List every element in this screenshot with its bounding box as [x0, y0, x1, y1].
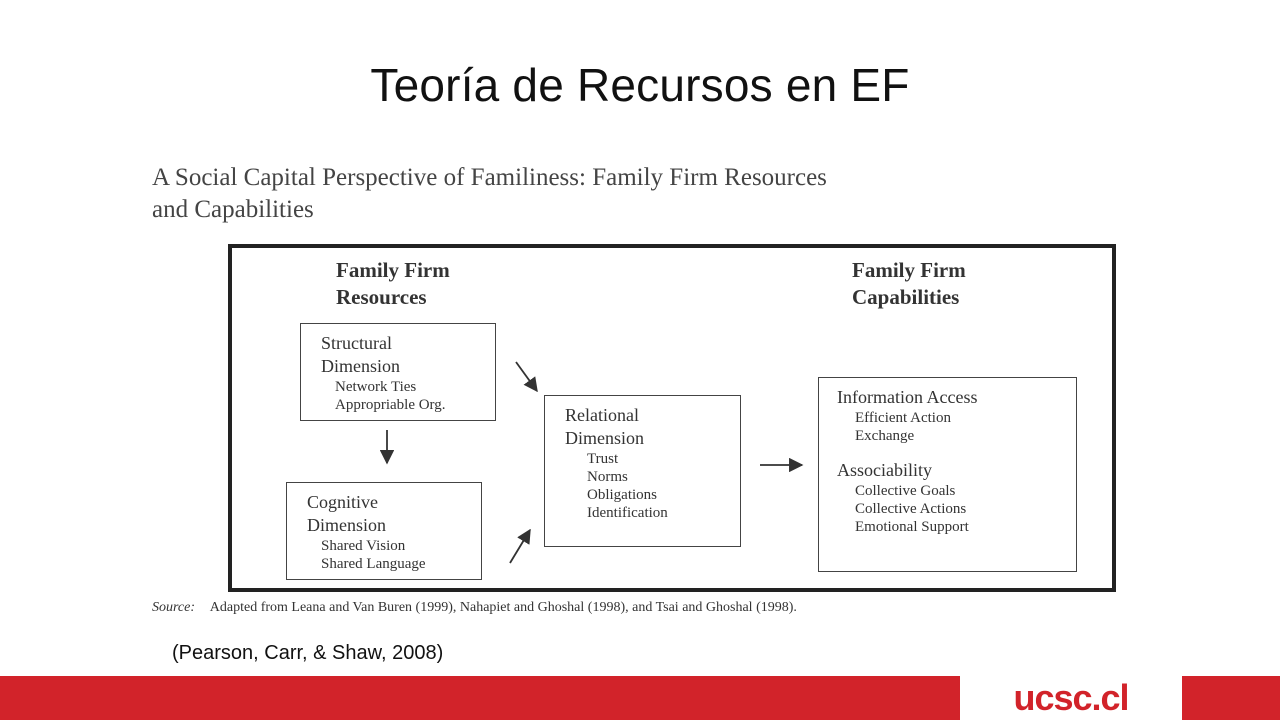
structural-item: Appropriable Org. — [335, 397, 446, 413]
source-text: Adapted from Leana and Van Buren (1999), Nahapiet and Ghoshal (1998), and Tsai and Ghoshal (1998). — [209, 600, 797, 615]
ucsc-logo — [960, 676, 1182, 720]
resources-heading-line-2: Resources — [336, 285, 427, 309]
citation: (Pearson, Carr, & Shaw, 2008) — [172, 642, 444, 664]
capabilities-heading-line-2: Capabilities — [852, 285, 960, 309]
relational-item: Trust — [587, 451, 619, 467]
relational-item: Norms — [587, 469, 628, 485]
associability-title: Associability — [837, 460, 932, 480]
cognitive-title-line-1: Cognitive — [307, 492, 378, 512]
relational-title-line-2: Dimension — [565, 428, 644, 448]
capabilities-box — [818, 377, 1077, 572]
information-access-item: Efficient Action — [855, 410, 951, 426]
source-label: Source: — [152, 600, 196, 615]
resources-heading-line-1: Family Firm — [336, 258, 450, 282]
associability-item: Collective Actions — [855, 501, 967, 517]
capabilities-heading — [852, 257, 966, 311]
structural-title-line-2: Dimension — [321, 356, 400, 376]
information-access-item: Exchange — [855, 428, 915, 444]
associability-item: Collective Goals — [855, 483, 956, 499]
logo-text: ucsc.cl — [1013, 677, 1129, 718]
structural-item: Network Ties — [335, 379, 417, 395]
relational-dimension-box — [544, 395, 741, 547]
relational-item: Identification — [587, 505, 668, 521]
figure-heading — [152, 162, 1052, 226]
figure-heading-line-1: A Social Capital Perspective of Familiness: Family Firm Resources — [152, 164, 827, 191]
cognitive-title-line-2: Dimension — [307, 515, 386, 535]
cognitive-item: Shared Language — [321, 556, 426, 572]
structural-title-line-1: Structural — [321, 333, 392, 353]
cognitive-dimension-box — [286, 482, 482, 580]
figure-source — [152, 600, 797, 616]
figure-heading-line-2: and Capabilities — [152, 196, 314, 223]
structural-dimension-box — [300, 323, 496, 421]
resources-heading — [336, 257, 450, 311]
relational-item: Obligations — [587, 487, 657, 503]
slide-title: Teoría de Recursos en EF — [370, 59, 910, 111]
associability-item: Emotional Support — [855, 519, 969, 535]
information-access-title: Information Access — [837, 387, 978, 407]
relational-title-line-1: Relational — [565, 405, 639, 425]
capabilities-heading-line-1: Family Firm — [852, 258, 966, 282]
cognitive-item: Shared Vision — [321, 538, 406, 554]
